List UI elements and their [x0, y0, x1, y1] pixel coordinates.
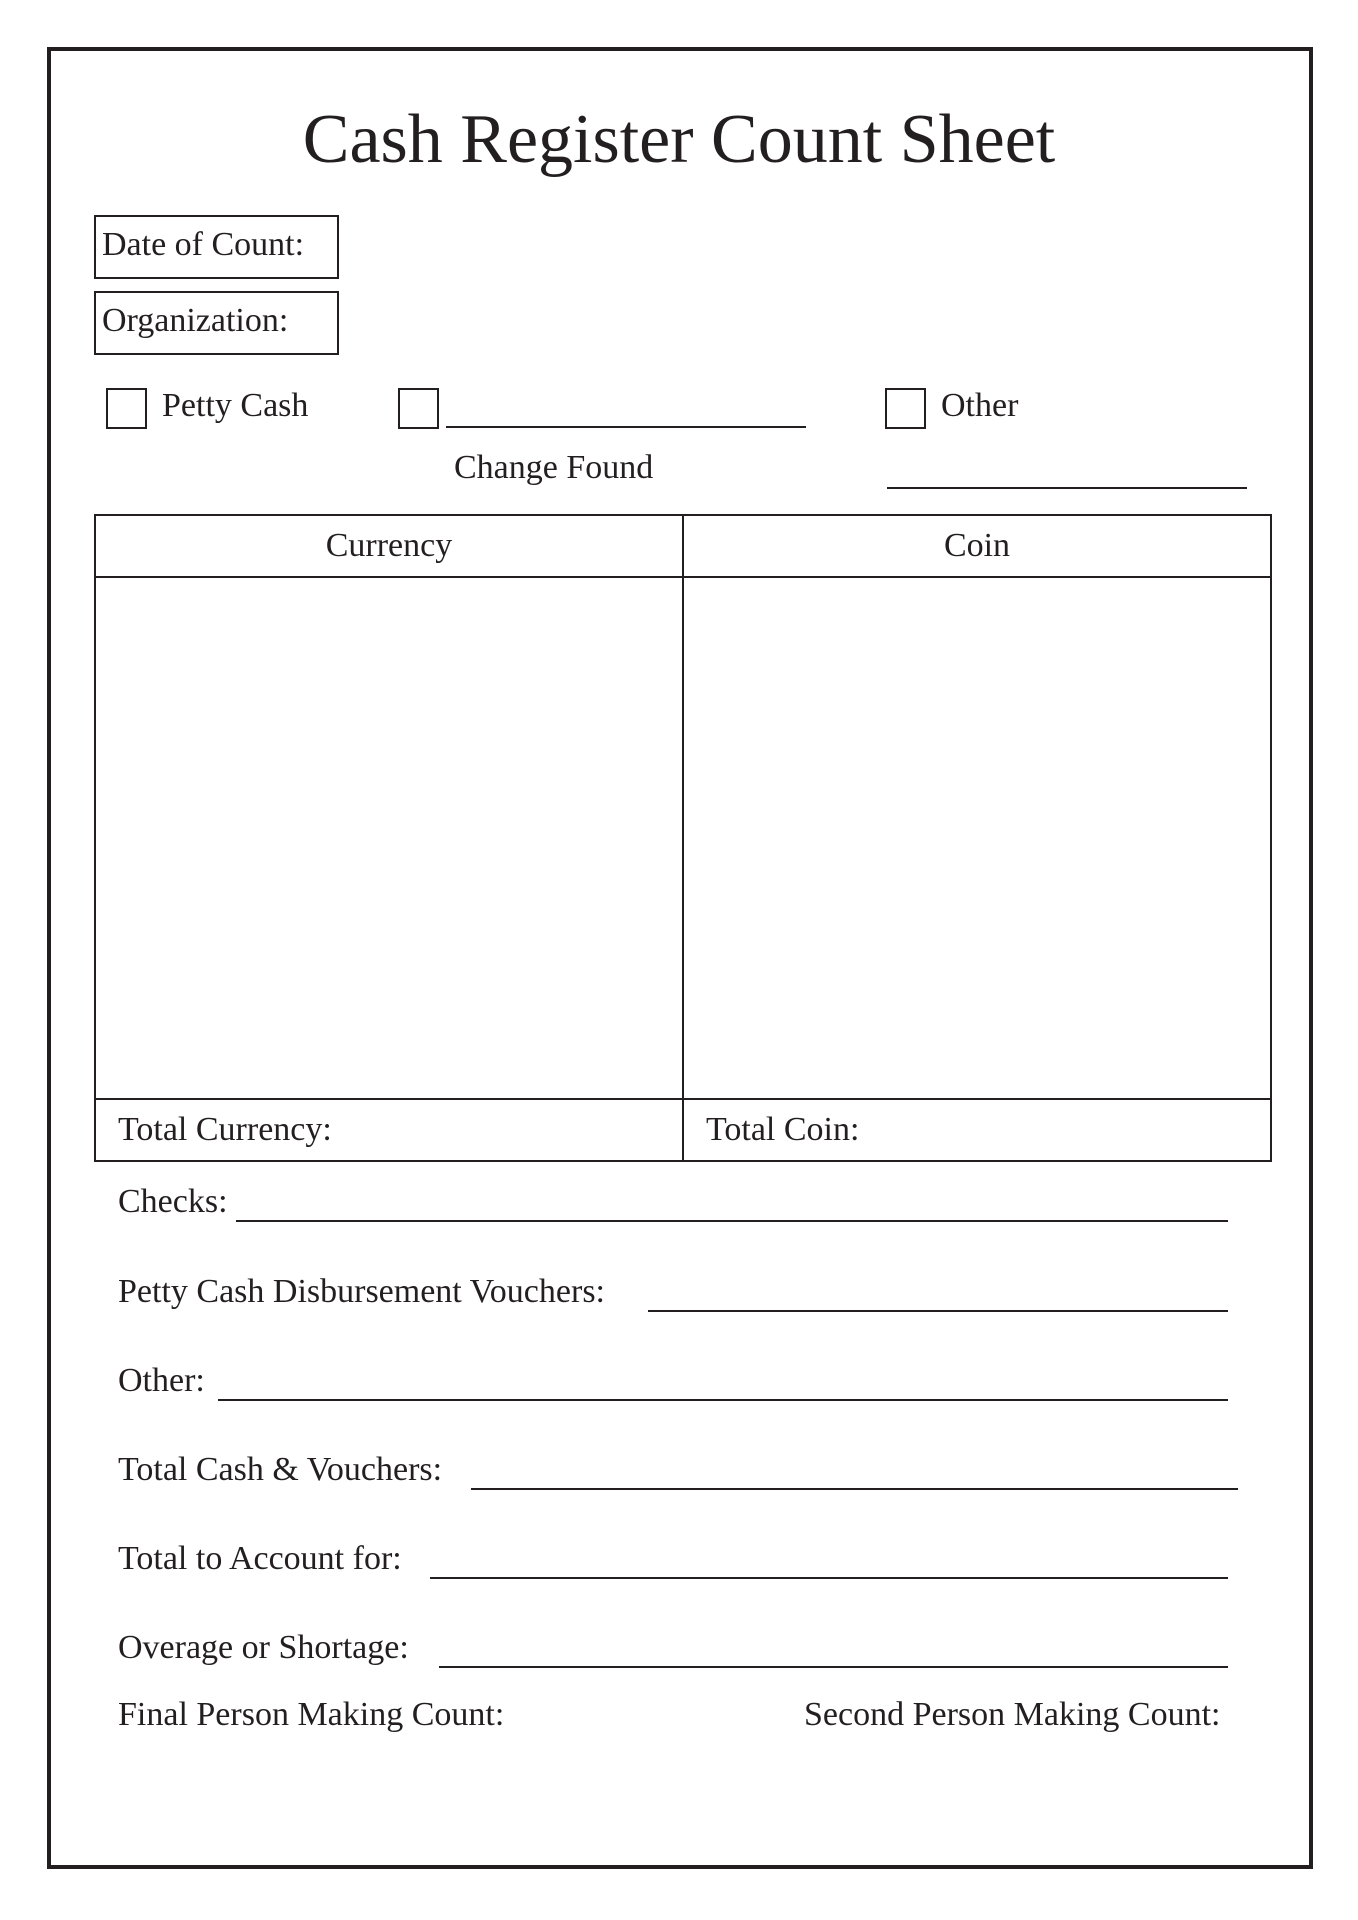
- other-label: Other: [941, 387, 1019, 424]
- coin-header: Coin: [683, 515, 1271, 577]
- change-found-checkbox[interactable]: [398, 388, 439, 429]
- other-summary-label: Other:: [118, 1362, 205, 1399]
- total-cash-vouchers-line[interactable]: [471, 1488, 1238, 1490]
- date-of-count-label: Date of Count:: [102, 226, 305, 263]
- total-to-account-label: Total to Account for:: [118, 1540, 402, 1577]
- coin-entry-area[interactable]: [683, 577, 1271, 1099]
- petty-cash-checkbox[interactable]: [106, 388, 147, 429]
- overage-shortage-label: Overage or Shortage:: [118, 1629, 409, 1666]
- change-found-label: Change Found: [454, 449, 654, 486]
- change-found-line[interactable]: [446, 426, 806, 428]
- date-of-count-field[interactable]: [94, 215, 339, 279]
- currency-entry-area[interactable]: [95, 577, 683, 1099]
- organization-field[interactable]: [94, 291, 339, 355]
- currency-header: Currency: [95, 515, 683, 577]
- petty-cash-vouchers-line[interactable]: [648, 1310, 1228, 1312]
- page-title: Cash Register Count Sheet: [302, 101, 1056, 178]
- other-line[interactable]: [887, 487, 1247, 489]
- checks-line[interactable]: [236, 1220, 1228, 1222]
- checks-label: Checks:: [118, 1183, 228, 1220]
- total-coin-label: Total Coin:: [683, 1099, 1271, 1161]
- total-currency-label: Total Currency:: [95, 1099, 683, 1161]
- final-person-label: Final Person Making Count:: [118, 1696, 505, 1733]
- petty-cash-label: Petty Cash: [162, 387, 309, 424]
- overage-shortage-line[interactable]: [439, 1666, 1228, 1668]
- count-table: [94, 514, 1272, 1162]
- second-person-label: Second Person Making Count:: [804, 1696, 1221, 1733]
- petty-cash-vouchers-label: Petty Cash Disbursement Vouchers:: [118, 1273, 605, 1310]
- total-to-account-line[interactable]: [430, 1577, 1228, 1579]
- total-cash-vouchers-label: Total Cash & Vouchers:: [118, 1451, 443, 1488]
- organization-label: Organization:: [102, 302, 289, 339]
- other-summary-line[interactable]: [218, 1399, 1228, 1401]
- other-checkbox[interactable]: [885, 388, 926, 429]
